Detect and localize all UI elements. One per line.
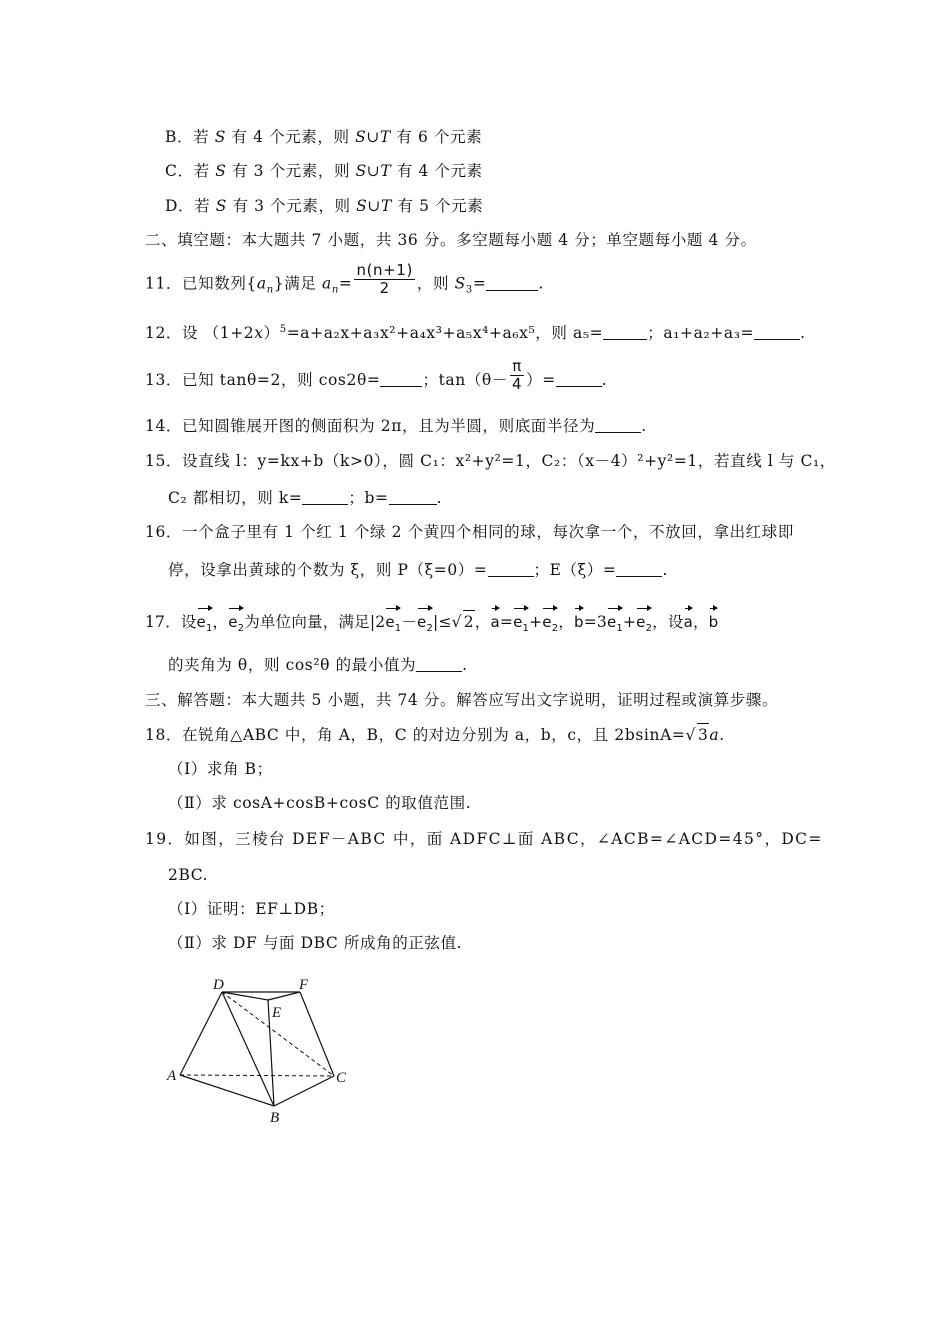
question-19-part-2: （Ⅱ）求 DF 与面 DBC 所成角的正弦值. [168,934,463,952]
answer-blank[interactable] [616,562,662,577]
question-18: 18．在锐角△ABC 中，角 A，B，C 的对边分别为 a，b，c，且 2bsinA=√ 3a. [145,723,725,746]
question-16-line-1: 16．一个盒子里有 1 个红 1 个绿 2 个黄四个相同的球，每次拿一个，不放回，拿出红球即 [145,523,794,541]
answer-blank[interactable] [603,325,647,340]
question-11: 11．已知数列$\{a_n\}$满足 $a_n=$ $\frac{n(n+1)}{2}$ ，则 $S_3=$ . [145,261,544,297]
answer-blank[interactable] [595,418,641,433]
answer-blank[interactable] [488,562,534,577]
label-a: A [167,1068,177,1084]
edge-ab [180,1075,274,1106]
question-19-part-1: （Ⅰ）证明：EF⊥DB； [168,900,335,918]
vector-e1: $e_1$ [197,605,213,633]
question-15-line-2: C₂ 都相切，则 k= ；b= . [168,489,443,507]
answer-blank[interactable] [754,325,800,340]
section-2-heading: 二、填空题：本大题共 7 小题，共 36 分。多空题每小题 4 分；单空题每小题 4 分。 [145,231,757,249]
label-c: C [336,1070,347,1086]
edge-fc [300,992,334,1076]
edge-ef [268,992,300,1000]
answer-blank[interactable] [416,657,462,672]
label-b: B [270,1110,280,1126]
label-e: E [272,1005,282,1021]
edge-da [180,992,222,1075]
question-19-line-1: 19．如图，三棱台 DEF－ABC 中，面 ADFC⊥面 ABC，∠ACB=∠ACD=45°，DC= [145,830,823,848]
label-d: D [213,977,224,993]
vector-e2: $e_2$ [228,605,244,633]
question-19-line-2: 2BC. [168,866,209,884]
edge-bc [274,1076,334,1106]
section-3-heading: 三、解答题：本大题共 5 小题，共 74 分。解答应写出文字说明，证明过程或演算步骤。 [145,691,779,709]
edge-de [222,992,268,1000]
option-c: C．若 S 有 3 个元素，则 S∪T 有 4 个元素 [165,162,483,180]
question-17-line-1: 17．设$e_1$，$e_2$为单位向量，满足$|2e_1-e_2|\le√$ 2，$a=e_1+e_2$，$b=3e_1+e_2$，设a，b [145,605,718,633]
question-13: 13．已知 tanθ=2，则 cos2θ= ；tan（θ－ $\frac{\pi}{4}$ ）= . [145,356,608,393]
question-14: 14．已知圆锥展开图的侧面积为 2π，且为半圆，则底面半径为 . [145,417,647,435]
answer-blank[interactable] [389,490,437,505]
answer-blank[interactable] [302,490,348,505]
option-d: D．若 S 有 3 个元素，则 S∪T 有 5 个元素 [165,197,484,215]
answer-blank[interactable] [380,372,422,387]
answer-blank[interactable] [556,372,602,387]
edge-db [222,992,274,1106]
question-18-part-2: （Ⅱ）求 cosA+cosB+cosC 的取值范围. [168,794,472,812]
vector-a: a [491,605,500,633]
question-17-line-2: 的夹角为 θ，则 cos²θ 的最小值为 . [168,656,468,674]
question-15-line-1: 15．设直线 l：y=kx+b（k>0），圆 C₁：x²+y²=1，C₂：（x－4）²+y²=1，若直线 l 与 C₁， [145,452,836,470]
vector-b: b [574,605,584,633]
edge-ac-hidden [180,1075,334,1076]
answer-blank[interactable] [486,276,538,291]
question-16-line-2: 停，设拿出黄球的个数为 ξ，则 P（ξ=0）= ；E（ξ）= . [168,561,668,579]
question-18-part-1: （Ⅰ）求角 B； [168,760,273,778]
label-f: F [299,977,309,993]
question-12: 12．设 $(1+2x)^5=a+a_2x+a_3x^2+a_4x^3+a_5x^4+a_6x^5$，则 a₅= ；a₁+a₂+a₃= . [145,323,806,342]
option-b: B．若 S 有 4 个元素，则 S∪T 有 6 个元素 [165,128,483,146]
frustum-figure [160,970,370,1130]
